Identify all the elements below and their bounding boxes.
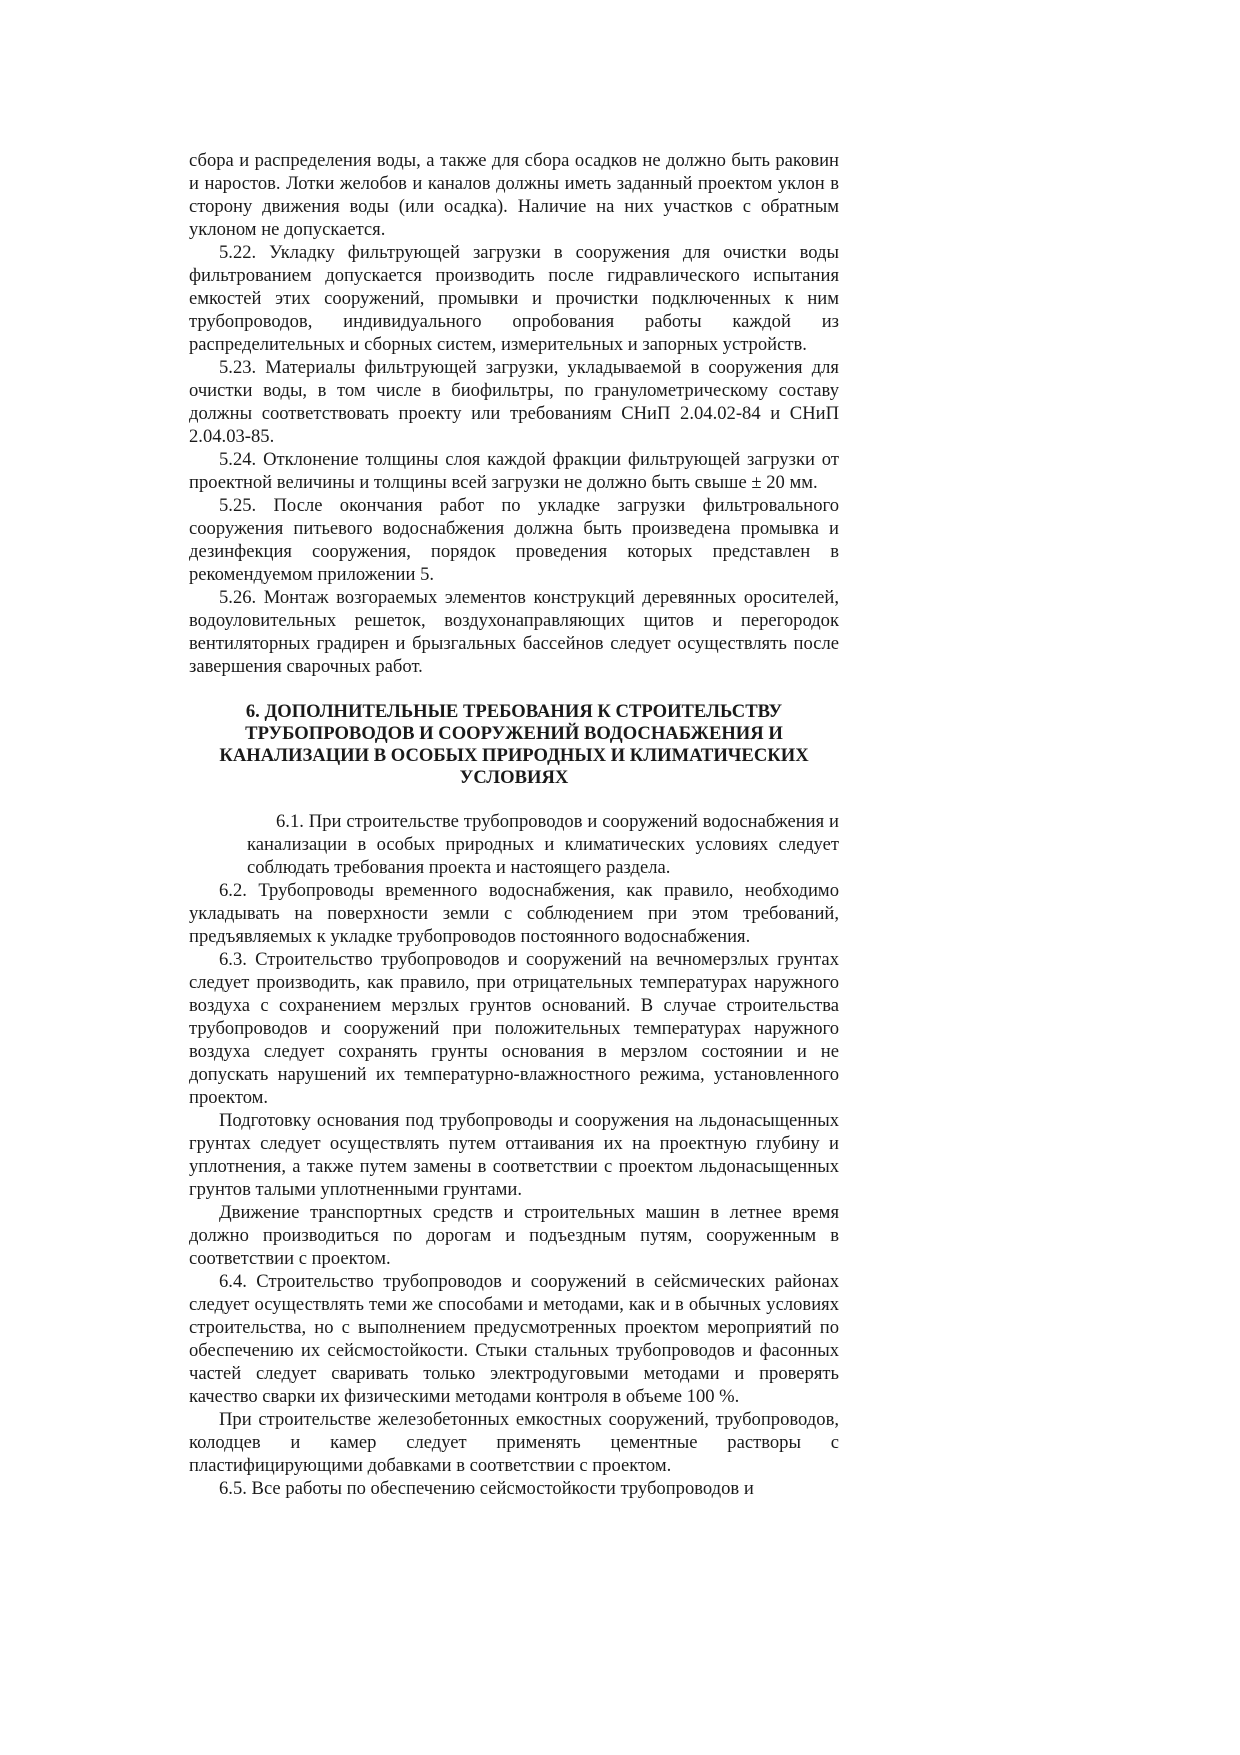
paragraph-6-2: 6.2. Трубопроводы временного водоснабжения, как правило, необходимо укладывать на поверхности земли с соблюдением при этом требований, предъявляемых к укладке трубопроводов постоянного водоснабжения. bbox=[189, 880, 839, 947]
paragraph-6-4: 6.4. Строительство трубопроводов и сооружений в сейсмических районах следует осуществлять теми же способами и методами, как и в обычных условиях строительства, но с выполнением предусмотренных проектом мероприятий по обеспечению их сейсмостойкости. Стыки стальных трубопроводов и фасонных частей следует сваривать только электродуговыми методами и проверять качество сварки их физическими методами контроля в объеме 100 %. bbox=[189, 1271, 839, 1407]
paragraph-6-5: 6.5. Все работы по обеспечению сейсмостойкости трубопроводов и bbox=[219, 1478, 754, 1499]
paragraph-5-24: 5.24. Отклонение толщины слоя каждой фракции фильтрующей загрузки от проектной величины и толщины всей загрузки не должно быть свыше ± 20 мм. bbox=[189, 449, 839, 493]
paragraph-6-4-concrete: При строительстве железобетонных емкостных сооружений, трубопроводов, колодцев и камер следует применять цементные растворы с пластифицирующими добавками в соответствии с проектом. bbox=[189, 1409, 839, 1476]
document-page bbox=[189, 149, 839, 1500]
paragraph-continued: сбора и распределения воды, а также для сбора осадков не должно быть раковин и наростов. Лотки желобов и каналов должны иметь заданный проектом уклон в сторону движения воды (или осадка). Наличие на них участков с обратным уклоном не допускается. bbox=[189, 150, 839, 240]
paragraph-5-22: 5.22. Укладку фильтрующей загрузки в сооружения для очистки воды фильтрованием допускается производить после гидравлического испытания емкостей этих сооружений, промывки и прочистки подключенных к ним трубопроводов, индивидуального опробования работы каждой из распределительных и сборных систем, измерительных и запорных устройств. bbox=[189, 242, 839, 355]
paragraph-6-3-transport: Движение транспортных средств и строительных машин в летнее время должно производиться по дорогам и подъездным путям, сооруженным в соответствии с проектом. bbox=[189, 1202, 839, 1269]
paragraph-5-25: 5.25. После окончания работ по укладке загрузки фильтровального сооружения питьевого водоснабжения должна быть произведена промывка и дезинфекция сооружения, порядок проведения которых представлен в рекомендуемом приложении 5. bbox=[189, 495, 839, 585]
paragraph-6-3: 6.3. Строительство трубопроводов и сооружений на вечномерзлых грунтах следует производить, как правило, при отрицательных температурах наружного воздуха с сохранением мерзлых грунтов оснований. В случае строительства трубопроводов и сооружений при положительных температурах наружного воздуха следует сохранять грунты основания в мерзлом состоянии и не допускать нарушений их температурно-влажностного режима, установленного проектом. bbox=[189, 949, 839, 1108]
paragraph-6-1: 6.1. При строительстве трубопроводов и сооружений водоснабжения и канализации в особых природных и климатических условиях следует соблюдать требования проекта и настоящего раздела. bbox=[247, 811, 839, 878]
paragraph-6-3-foundation: Подготовку основания под трубопроводы и сооружения на льдонасыщенных грунтах следует осуществлять путем оттаивания их на проектную глубину и уплотнения, а также путем замены в соответствии с проектом льдонасыщенных грунтов талыми уплотненными грунтами. bbox=[189, 1110, 839, 1200]
paragraph-5-26: 5.26. Монтаж возгораемых элементов конструкций деревянных оросителей, водоуловительных решеток, воздухонаправляющих щитов и перегородок вентиляторных градирен и брызгальных бассейнов следует осуществлять после завершения сварочных работ. bbox=[189, 587, 839, 677]
paragraph-5-23: 5.23. Материалы фильтрующей загрузки, укладываемой в сооружения для очистки воды, в том числе в биофильтры, по гранулометрическому составу должны соответствовать проекту или требованиям СНиП 2.04.02-84 и СНиП 2.04.03-85. bbox=[189, 357, 839, 447]
section-6-heading: 6. ДОПОЛНИТЕЛЬНЫЕ ТРЕБОВАНИЯ К СТРОИТЕЛЬСТВУ ТРУБОПРОВОДОВ И СООРУЖЕНИЙ ВОДОСНАБЖЕНИЯ И КАНАЛИЗАЦИИ В ОСОБЫХ ПРИРОДНЫХ И КЛИМАТИЧЕСКИХ УСЛОВИЯХ bbox=[219, 701, 809, 788]
